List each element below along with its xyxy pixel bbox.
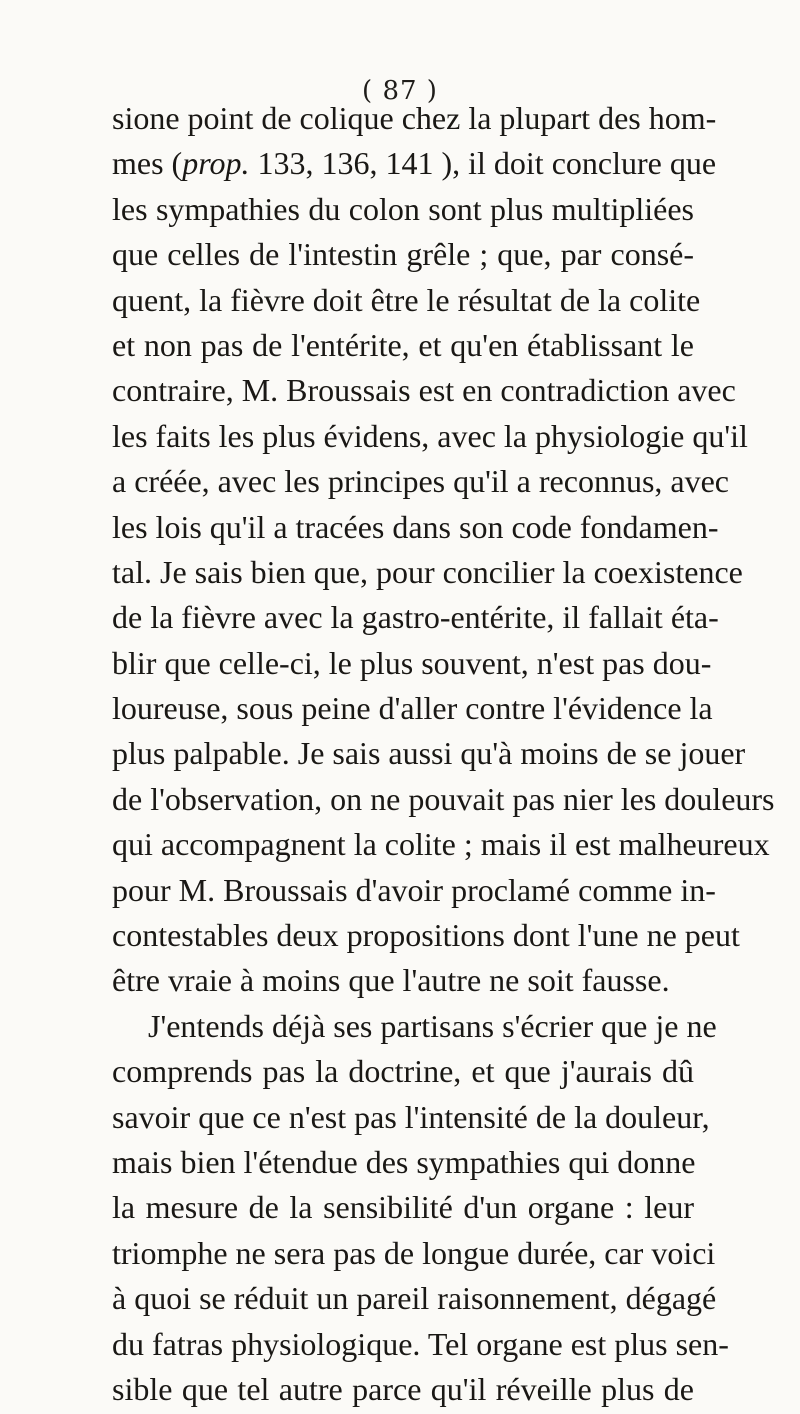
text-line: à quoi se réduit un pareil raisonnement, dégagé bbox=[112, 1280, 717, 1317]
text-line: J'entends déjà ses partisans s'écrier que je ne bbox=[148, 1007, 717, 1044]
text-line: les lois qu'il a tracées dans son code fondamen- bbox=[112, 508, 719, 545]
text-line: les faits les plus évidens, avec la physiologie qu'il bbox=[112, 417, 748, 454]
text-line: du fatras physiologique. Tel organe est plus sen- bbox=[112, 1325, 729, 1362]
text-line: tal. Je sais bien que, pour concilier la coexistence bbox=[112, 553, 743, 590]
text-line: être vraie à moins que l'autre ne soit fausse. bbox=[112, 962, 670, 999]
text-line: quent, la fièvre doit être le résultat de la colite bbox=[112, 281, 701, 318]
text-line: et non pas de l'entérite, et qu'en établissant le bbox=[112, 326, 694, 363]
text-line: qui accompagnent la colite ; mais il est malheureux bbox=[112, 826, 770, 863]
text-line: sione point de colique chez la plupart des hom- bbox=[112, 100, 717, 136]
text-line: mais bien l'étendue des sympathies qui donne bbox=[112, 1143, 696, 1180]
text-line: sible que tel autre parce qu'il réveille plus de bbox=[112, 1370, 694, 1407]
text-line: savoir que ce n'est pas l'intensité de la douleur, bbox=[112, 1098, 710, 1135]
body-text bbox=[112, 96, 775, 1412]
text-line: loureuse, sous peine d'aller contre l'évidence la bbox=[112, 690, 713, 727]
text-line: triomphe ne sera pas de longue durée, car voici bbox=[112, 1234, 716, 1271]
text-line: plus palpable. Je sais aussi qu'à moins de se jouer bbox=[112, 735, 746, 772]
text-line: la mesure de la sensibilité d'un organe : leur bbox=[112, 1189, 694, 1226]
text-line: pour M. Broussais d'avoir proclamé comme in- bbox=[112, 871, 716, 908]
text-line: les sympathies du colon sont plus multipliées bbox=[112, 190, 694, 227]
text-line: contraire, M. Broussais est en contradiction avec bbox=[112, 372, 736, 409]
page-number: ( 87 ) bbox=[362, 76, 438, 106]
text-line: contestables deux propositions dont l'une ne peut bbox=[112, 917, 740, 954]
text-line: de l'observation, on ne pouvait pas nier les douleurs bbox=[112, 780, 775, 817]
text-line: mes (prop. 133, 136, 141 ), il doit conclure que bbox=[112, 145, 717, 182]
text-line: que celles de l'intestin grêle ; que, par consé- bbox=[112, 236, 694, 273]
text-line: comprends pas la doctrine, et que j'aurais dû bbox=[112, 1053, 694, 1090]
text-line: de la fièvre avec la gastro-entérite, il fallait éta- bbox=[112, 599, 719, 636]
text-line: a créée, avec les principes qu'il a reconnus, avec bbox=[112, 463, 729, 500]
italic-reference: prop. bbox=[182, 145, 250, 182]
text-line: blir que celle-ci, le plus souvent, n'est pas dou- bbox=[112, 644, 712, 681]
